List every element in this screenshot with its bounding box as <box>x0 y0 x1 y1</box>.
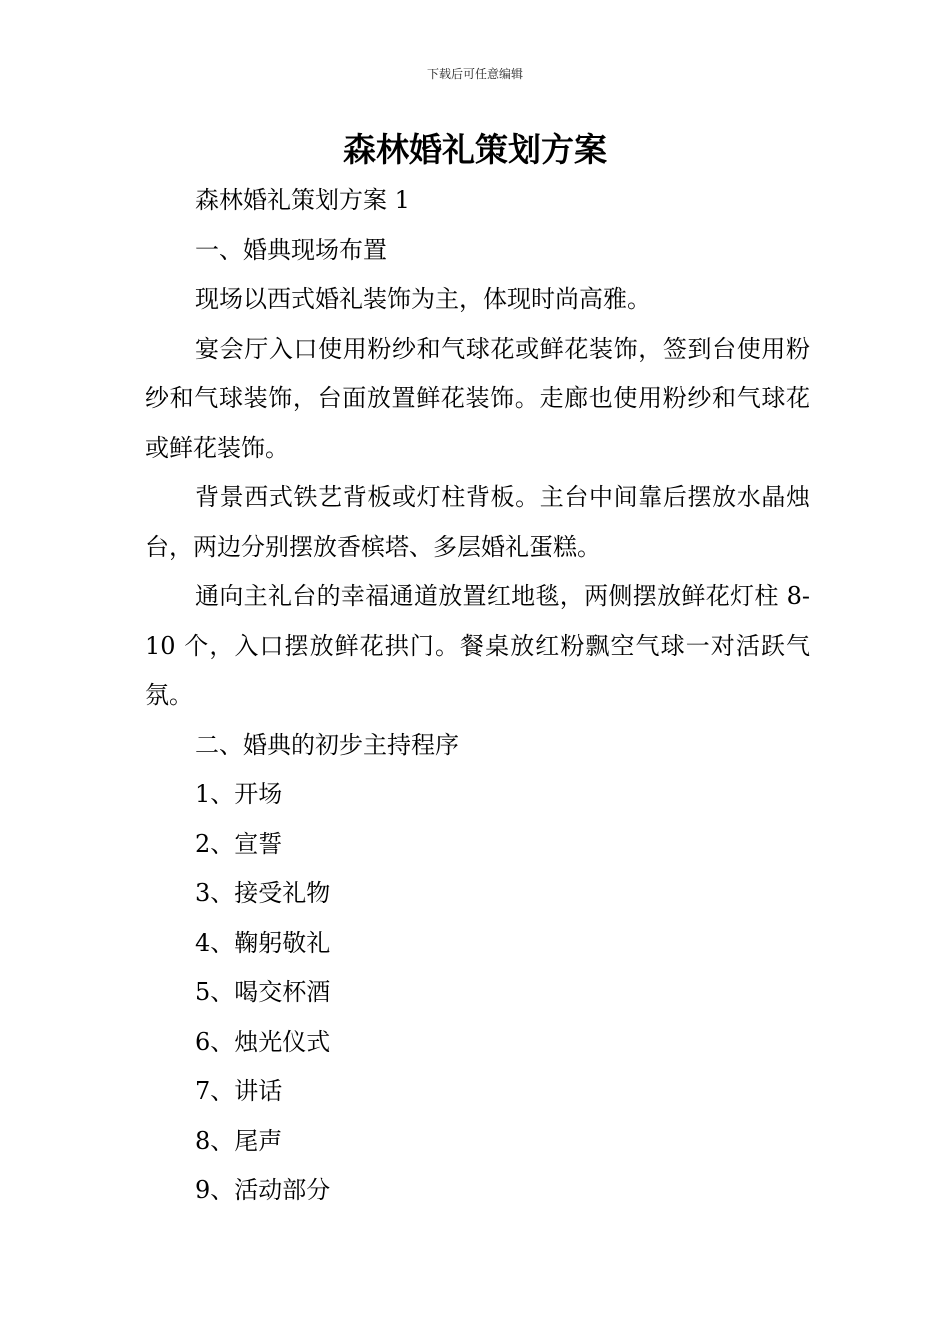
list-item: 3、接受礼物 <box>195 879 331 907</box>
list-item: 9、活动部分 <box>195 1176 331 1204</box>
list-item: 2、宣誓 <box>195 829 283 858</box>
document-body <box>145 176 810 1216</box>
list-item: 6、烛光仪式 <box>195 1027 331 1056</box>
list-item: 4、鞠躬敬礼 <box>195 928 331 957</box>
list-item: 1、开场 <box>195 780 283 808</box>
paragraph-backdrop: 背景西式铁艺背板或灯柱背板。主台中间靠后摆放水晶烛台，两边分别摆放香槟塔、多层婚礼蛋糕。 <box>145 483 810 561</box>
header-note: 下载后可任意编辑 <box>426 67 523 81</box>
list-item: 7、讲话 <box>195 1077 283 1105</box>
section-subtitle: 森林婚礼策划方案 1 <box>195 186 410 214</box>
list-item: 8、尾声 <box>195 1126 283 1155</box>
list-item: 5、喝交杯酒 <box>195 978 331 1006</box>
program-list <box>145 770 810 1216</box>
document-title: 森林婚礼策划方案 <box>343 130 607 169</box>
paragraph-style: 现场以西式婚礼装饰为主，体现时尚高雅。 <box>195 285 651 313</box>
section-heading-venue: 一、婚典现场布置 <box>195 235 387 264</box>
paragraph-aisle: 通向主礼台的幸福通道放置红地毯，两侧摆放鲜花灯柱 8-10 个，入口摆放鲜花拱门。餐桌放红粉飘空气球一对活跃气氛。 <box>145 582 810 709</box>
section-heading-program: 二、婚典的初步主持程序 <box>195 730 459 759</box>
paragraph-entrance: 宴会厅入口使用粉纱和气球花或鲜花装饰，签到台使用粉纱和气球装饰，台面放置鲜花装饰。走廊也使用粉纱和气球花或鲜花装饰。 <box>145 334 810 462</box>
